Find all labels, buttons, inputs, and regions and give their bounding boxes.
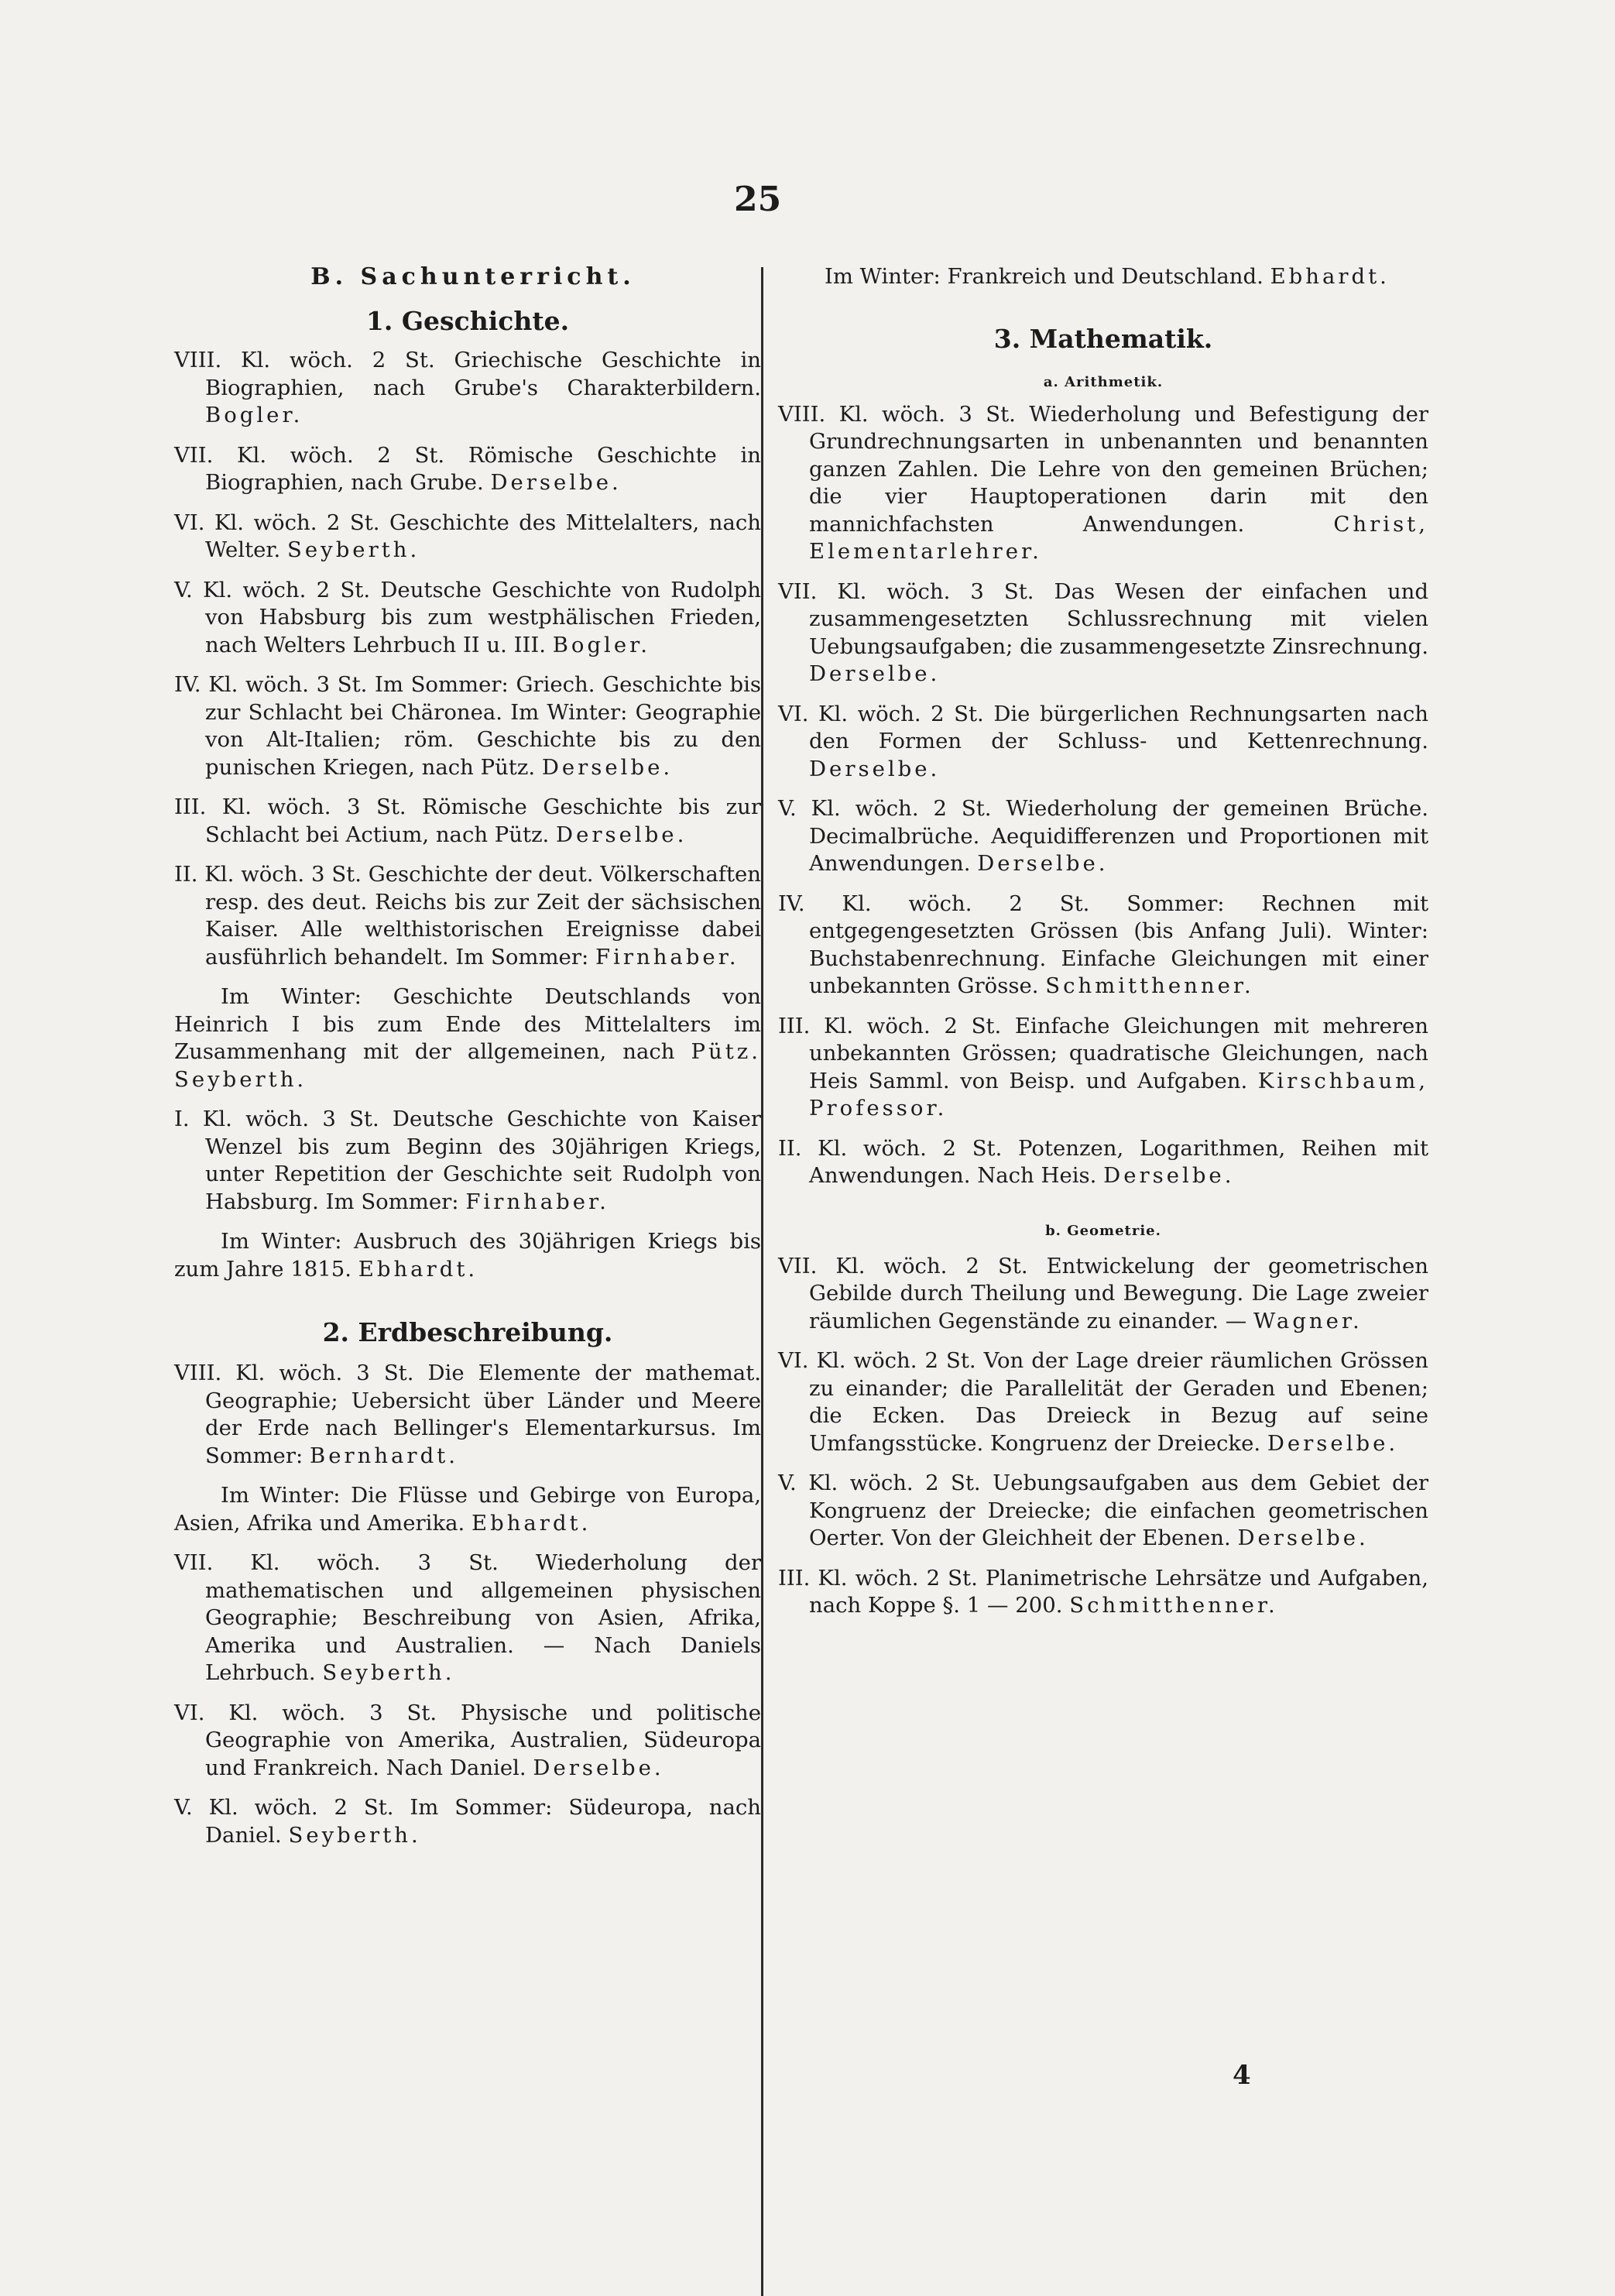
entry-text: VI. Kl. wöch. 2 St. Von der Lage dreier räumlichen Grössen zu einander; die Parallelität der Geraden und Ebenen; die Ecken. Das Dreieck in Bezug auf seine Umfangsstücke. Kongruenz der Dreiecke. — [778, 1348, 1428, 1456]
entry-arithmetik-1 — [778, 401, 1428, 566]
entry-geometrie-4 — [778, 1565, 1428, 1620]
footer-signature: 4 — [1233, 2060, 1251, 2091]
entry-teacher: Seyberth. — [288, 1822, 421, 1848]
entry-geschichte-1 — [174, 347, 761, 430]
entry-geschichte-8 — [174, 983, 761, 1093]
entry-arithmetik-6 — [778, 1013, 1428, 1123]
entry-text: VI. Kl. wöch. 2 St. Die bürgerlichen Rechnungsarten nach den Formen der Schluss- und Kettenrechnung. — [778, 701, 1428, 753]
entry-text: VII. Kl. wöch. 3 St. Wiederholung der mathematischen und allgemeinen physischen Geographie; Beschreibung von Asien, Afrika, Amerika und Australien. — Nach Daniels Lehrbuch. — [174, 1550, 761, 1685]
entry-text: V. Kl. wöch. 2 St. Deutsche Geschichte von Rudolph von Habsburg bis zum westphälischen Frieden, nach Welters Lehrbuch II u. III. — [174, 577, 761, 657]
entry-teacher: Derselbe. — [490, 470, 622, 495]
entry-text: II. Kl. wöch. 2 St. Potenzen, Logarithmen, Reihen mit Anwendungen. Nach Heis. — [778, 1135, 1428, 1188]
entry-text: VII. Kl. wöch. 2 St. Entwickelung der geometrischen Gebilde durch Theilung und Bewegung. Die Lage zweier räumlichen Gegenstände zu einander. — — [778, 1253, 1428, 1333]
entry-teacher: Derselbe. — [1103, 1163, 1235, 1188]
entry-text: III. Kl. wöch. 2 St. Einfache Gleichungen mit mehreren unbekannten Grössen; quadratische Gleichungen, nach Heis Samml. von Beisp. und Aufgaben. — [778, 1013, 1428, 1093]
entry-teacher: Derselbe. — [533, 1755, 664, 1780]
entry-text: VII. Kl. wöch. 3 St. Das Wesen der einfachen und zusammengesetzten Schlussrechnung mit vielen Uebungsaufgaben; die zusammengesetzte Zinsrechnung. — [778, 578, 1428, 659]
entry-teacher: Schmitthenner. — [1069, 1593, 1278, 1618]
entry-geschichte-7 — [174, 861, 761, 971]
entry-teacher: Bogler. — [205, 403, 303, 427]
entry-text: Im Winter: Frankreich und Deutschland. — [825, 264, 1264, 289]
entry-text: V. Kl. wöch. 2 St. Wiederholung der gemeinen Brüche. Decimalbrüche. Aequidifferenzen und Proportionen mit Anwendungen. — [778, 796, 1428, 876]
heading-geschichte: 1. Geschichte. — [365, 306, 570, 336]
entry-geometrie-2 — [778, 1347, 1428, 1457]
entry-text: VI. Kl. wöch. 3 St. Physische und politische Geographie von Amerika, Australien, Südeuropa und Frankreich. Nach Daniel. — [174, 1700, 761, 1780]
entry-erdbeschreibung-continued — [778, 263, 1428, 291]
entry-teacher: Derselbe. — [809, 661, 941, 686]
entry-teacher: Christ, Elementarlehrer. — [809, 511, 1428, 564]
entry-teacher: Pütz. Seyberth. — [174, 1039, 761, 1092]
right-column — [778, 263, 1428, 1620]
entry-text: VIII. Kl. wöch. 3 St. Die Elemente der mathemat. Geographie; Uebersicht über Länder und Meere der Erde nach Bellinger's Elementarkursus. Im Sommer: — [174, 1361, 761, 1468]
subheading-geometrie: b. Geometrie. — [1045, 1222, 1161, 1239]
section-title: B. Sachunterricht. — [310, 263, 636, 290]
entry-text: VIII. Kl. wöch. 2 St. Griechische Geschichte in Biographien, nach Grube's Charakterbildern. — [174, 348, 761, 400]
entry-erdbeschreibung-3 — [174, 1550, 761, 1687]
entry-teacher: Derselbe. — [556, 822, 687, 847]
entry-teacher: Schmitthenner. — [1045, 973, 1254, 998]
entry-geschichte-3 — [174, 510, 761, 565]
entry-geschichte-6 — [174, 794, 761, 849]
entry-teacher: Ebhardt. — [358, 1256, 478, 1282]
entry-erdbeschreibung-2 — [174, 1482, 761, 1537]
entry-text: III. Kl. wöch. 3 St. Römische Geschichte bis zur Schlacht bei Actium, nach Pütz. — [174, 795, 761, 847]
entry-text: I. Kl. wöch. 3 St. Deutsche Geschichte von Kaiser Wenzel bis zum Beginn des 30jährigen Kriegs, unter Repetition der Geschichte seit Rudolph von Habsburg. Im Sommer: — [174, 1107, 761, 1214]
entry-geschichte-9 — [174, 1106, 761, 1216]
entry-text: V. Kl. wöch. 2 St. Im Sommer: Südeuropa, nach Daniel. — [174, 1795, 761, 1848]
entry-arithmetik-5 — [778, 891, 1428, 1000]
entry-text: Im Winter: Ausbruch des 30jährigen Kriegs bis zum Jahre 1815. — [174, 1229, 761, 1282]
entry-teacher: Bogler. — [552, 632, 650, 657]
entry-text: IV. Kl. wöch. 3 St. Im Sommer: Griech. Geschichte bis zur Schlacht bei Chäronea. Im Winter: Geographie von Alt-Italien; röm. Geschichte bis zu den punischen Kriegen, nach Pütz. — [174, 672, 761, 780]
entry-teacher: Derselbe. — [977, 851, 1109, 876]
entry-teacher: Ebhardt. — [471, 1510, 591, 1536]
entry-arithmetik-2 — [778, 578, 1428, 688]
entry-teacher: Firnhaber. — [595, 944, 739, 970]
entry-text: VI. Kl. wöch. 2 St. Geschichte des Mittelalters, nach Welter. — [174, 510, 761, 562]
entry-teacher: Derselbe. — [1237, 1526, 1369, 1550]
entry-teacher: Derselbe. — [1267, 1430, 1399, 1456]
entry-geometrie-3 — [778, 1470, 1428, 1553]
entry-geschichte-4 — [174, 577, 761, 660]
entry-text: III. Kl. wöch. 2 St. Planimetrische Lehrsätze und Aufgaben, nach Koppe §. 1 — 200. — [778, 1565, 1428, 1618]
column-divider — [761, 267, 763, 2296]
entry-text: VIII. Kl. wöch. 3 St. Wiederholung und Befestigung der Grundrechnungsarten in unbenannten und benannten ganzen Zahlen. Die Lehre von den gemeinen Brüchen; die vier Hauptoperationen darin mit den mannichfachsten Anwendungen. — [778, 401, 1428, 537]
entry-teacher: Derselbe. — [541, 754, 674, 780]
subheading-arithmetik: a. Arithmetik. — [1043, 373, 1164, 390]
entry-text: Im Winter: Die Flüsse und Gebirge von Europa, Asien, Afrika und Amerika. — [174, 1483, 761, 1536]
entry-teacher: Derselbe. — [809, 756, 941, 781]
entry-teacher: Bernhardt. — [309, 1443, 458, 1468]
entry-geometrie-1 — [778, 1253, 1428, 1336]
entry-erdbeschreibung-4 — [174, 1700, 761, 1783]
entry-arithmetik-7 — [778, 1135, 1428, 1190]
entry-text: V. Kl. wöch. 2 St. Uebungsaufgaben aus dem Gebiet der Kongruenz der Dreiecke; die einfachen geometrischen Oerter. Von der Gleichheit der Ebenen. — [778, 1471, 1428, 1550]
entry-teacher: Wagner. — [1253, 1308, 1363, 1333]
entry-geschichte-2 — [174, 442, 761, 497]
entry-geschichte-5 — [174, 671, 761, 781]
entry-arithmetik-3 — [778, 701, 1428, 784]
entry-arithmetik-4 — [778, 795, 1428, 878]
entry-teacher: Seyberth. — [322, 1660, 455, 1685]
page-number: 25 — [734, 180, 782, 219]
heading-mathematik: 3. Mathematik. — [993, 323, 1213, 354]
entry-text: II. Kl. wöch. 3 St. Geschichte der deut. Völkerschaften resp. des deut. Reichs bis zur Zeit der sächsischen Kaiser. Alle welthistorischen Ereignisse dabei ausführlich behandelt. Im Sommer: — [174, 862, 761, 970]
entry-teacher: Ebhardt. — [1270, 264, 1390, 289]
entry-text: VII. Kl. wöch. 2 St. Römische Geschichte in Biographien, nach Grube. — [174, 442, 761, 495]
left-column — [174, 263, 761, 1849]
entry-teacher: Kirschbaum, Professor. — [809, 1068, 1428, 1121]
entry-teacher: Seyberth. — [287, 537, 420, 562]
entry-erdbeschreibung-5 — [174, 1794, 761, 1849]
entry-teacher: Firnhaber. — [465, 1189, 609, 1214]
entry-text: IV. Kl. wöch. 2 St. Sommer: Rechnen mit entgegengesetzten Grössen (bis Anfang Juli). Winter: Buchstabenrechnung. Einfache Gleichungen mit einer unbekannten Grösse. — [778, 891, 1428, 998]
entry-erdbeschreibung-1 — [174, 1360, 761, 1470]
heading-erdbeschreibung: 2. Erdbeschreibung. — [322, 1317, 613, 1347]
entry-geschichte-10 — [174, 1228, 761, 1283]
entry-text: Im Winter: Geschichte Deutschlands von Heinrich I bis zum Ende des Mittelalters im Zusammenhang mit der allgemeinen, nach — [174, 984, 761, 1064]
